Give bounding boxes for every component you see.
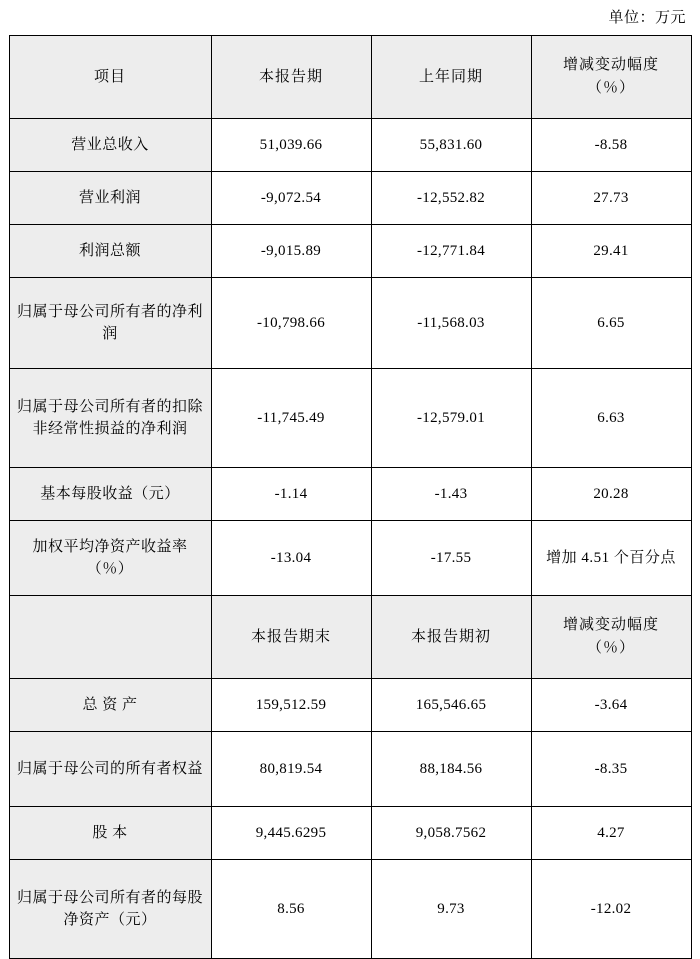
header-change-line2: （％） xyxy=(586,80,635,96)
row-label: 加权平均净资产收益率（％） xyxy=(9,521,211,596)
row-previous-value: -11,568.03 xyxy=(371,278,531,369)
row-change-value: 27.73 xyxy=(531,172,691,225)
row-label: 总 资 产 xyxy=(9,679,211,732)
row-label: 营业总收入 xyxy=(9,119,211,172)
row-label: 营业利润 xyxy=(9,172,211,225)
row-current-value: -11,745.49 xyxy=(211,369,371,468)
row-previous-value: -17.55 xyxy=(371,521,531,596)
row-label: 归属于母公司所有者的净利润 xyxy=(9,278,211,369)
table-row xyxy=(9,172,691,225)
header-cell-change-rate xyxy=(531,36,691,119)
row-label: 归属于母公司所有者的扣除非经常性损益的净利润 xyxy=(9,369,211,468)
row-change-value: 4.27 xyxy=(531,807,691,860)
table-header-row xyxy=(9,36,691,119)
header2-change-line2: （％） xyxy=(586,640,635,656)
table-row xyxy=(9,679,691,732)
row-current-value: 80,819.54 xyxy=(211,732,371,807)
row-current-value: -13.04 xyxy=(211,521,371,596)
row-label: 股 本 xyxy=(9,807,211,860)
header2-cell-empty xyxy=(9,596,211,679)
row-change-value: -8.35 xyxy=(531,732,691,807)
row-previous-value: 88,184.56 xyxy=(371,732,531,807)
table-row xyxy=(9,278,691,369)
header-cell-previous-period: 上年同期 xyxy=(371,36,531,119)
header2-cell-change-rate xyxy=(531,596,691,679)
financial-summary-table xyxy=(9,35,692,959)
row-current-value: -1.14 xyxy=(211,468,371,521)
row-label: 归属于母公司所有者的每股净资产（元） xyxy=(9,860,211,959)
table-row xyxy=(9,860,691,959)
row-previous-value: -1.43 xyxy=(371,468,531,521)
row-change-value: 6.65 xyxy=(531,278,691,369)
row-change-value: 29.41 xyxy=(531,225,691,278)
row-previous-value: -12,552.82 xyxy=(371,172,531,225)
row-change-value: 增加 4.51 个百分点 xyxy=(531,521,691,596)
row-current-value: 51,039.66 xyxy=(211,119,371,172)
row-previous-value: -12,771.84 xyxy=(371,225,531,278)
header-cell-current-period: 本报告期 xyxy=(211,36,371,119)
table-row xyxy=(9,521,691,596)
table-row xyxy=(9,732,691,807)
row-change-value: -8.58 xyxy=(531,119,691,172)
unit-note: 单位：万元 xyxy=(608,10,686,26)
row-previous-value: 9,058.7562 xyxy=(371,807,531,860)
row-label: 归属于母公司的所有者权益 xyxy=(9,732,211,807)
header2-cell-period-begin: 本报告期初 xyxy=(371,596,531,679)
row-previous-value: 165,546.65 xyxy=(371,679,531,732)
table-row xyxy=(9,225,691,278)
row-current-value: 9,445.6295 xyxy=(211,807,371,860)
row-current-value: 159,512.59 xyxy=(211,679,371,732)
header-cell-item: 项目 xyxy=(9,36,211,119)
row-change-value: 6.63 xyxy=(531,369,691,468)
table-row xyxy=(9,369,691,468)
header2-cell-period-end: 本报告期末 xyxy=(211,596,371,679)
row-previous-value: 55,831.60 xyxy=(371,119,531,172)
row-label: 利润总额 xyxy=(9,225,211,278)
row-current-value: -9,015.89 xyxy=(211,225,371,278)
row-previous-value: 9.73 xyxy=(371,860,531,959)
header2-change-line1: 增减变动幅度 xyxy=(562,616,659,633)
row-current-value: -9,072.54 xyxy=(211,172,371,225)
row-change-value: 20.28 xyxy=(531,468,691,521)
row-previous-value: -12,579.01 xyxy=(371,369,531,468)
table-row xyxy=(9,468,691,521)
table-row xyxy=(9,119,691,172)
row-label: 基本每股收益（元） xyxy=(9,468,211,521)
table-header-row-2 xyxy=(9,596,691,679)
row-current-value: 8.56 xyxy=(211,860,371,959)
row-change-value: -3.64 xyxy=(531,679,691,732)
header-change-line1: 增减变动幅度 xyxy=(562,56,659,73)
table-row xyxy=(9,807,691,860)
row-current-value: -10,798.66 xyxy=(211,278,371,369)
row-change-value: -12.02 xyxy=(531,860,691,959)
